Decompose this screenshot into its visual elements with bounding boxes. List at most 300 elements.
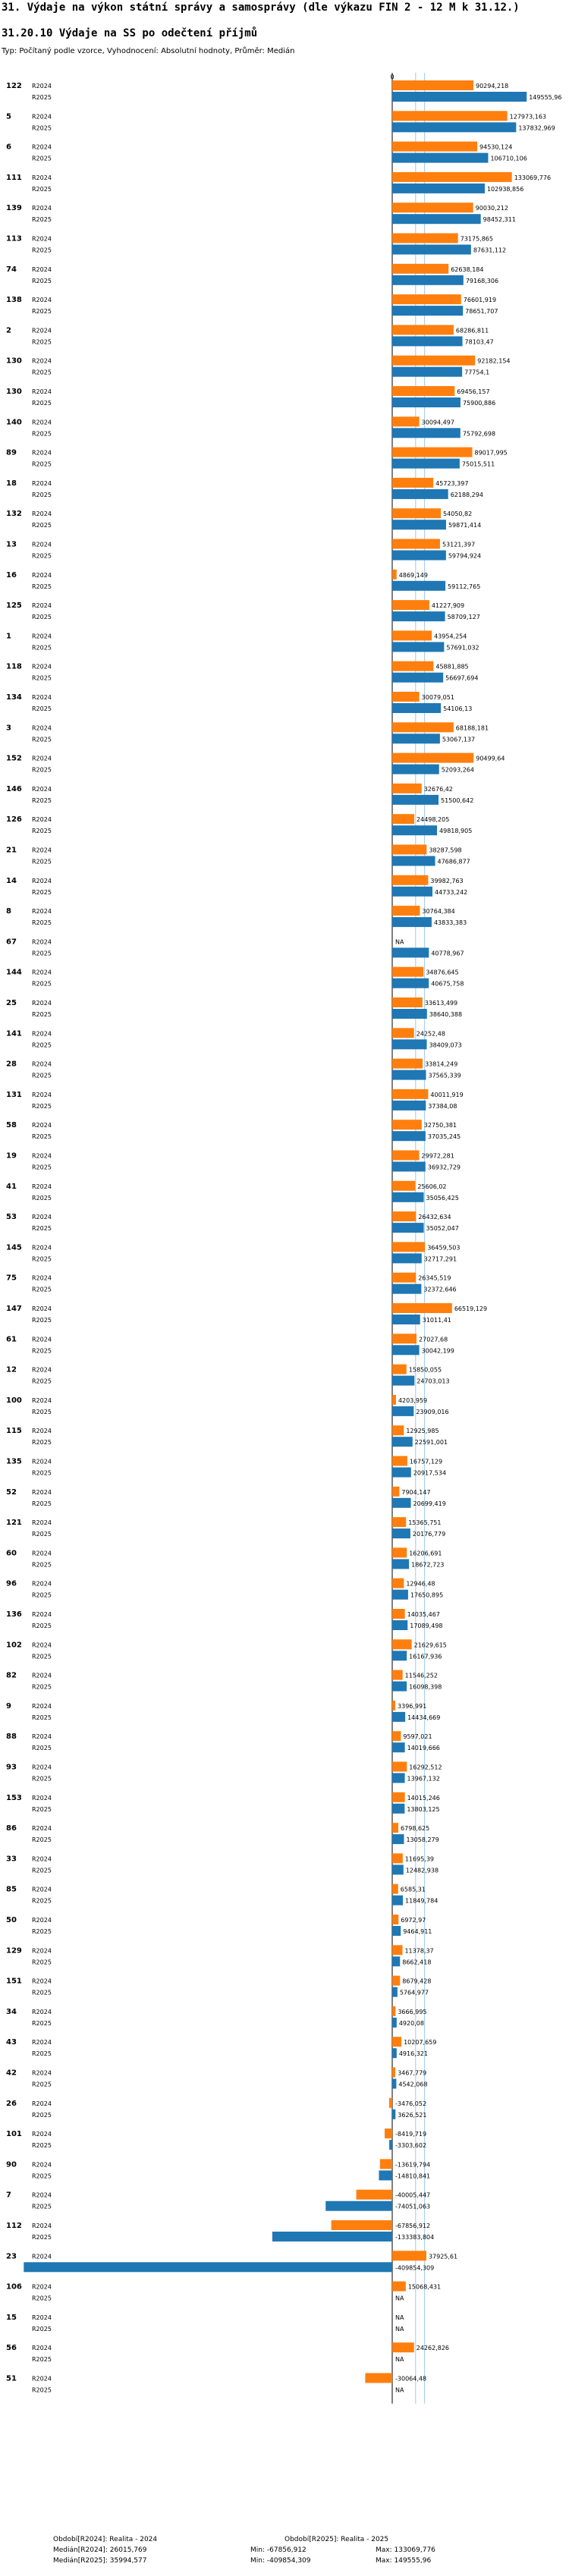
data-label-r2025: 137832,969 (518, 124, 555, 132)
data-label-r2025: 30042,199 (421, 1347, 454, 1355)
bar-r2024 (365, 2373, 392, 2383)
bar-r2025 (392, 2048, 397, 2058)
data-label-r2024: 21629,615 (413, 1641, 447, 1649)
series-label-r2024: R2024 (32, 1978, 52, 1985)
series-label-r2024: R2024 (32, 1396, 52, 1404)
series-label-r2025: R2025 (32, 980, 52, 988)
series-label-r2025: R2025 (32, 1653, 52, 1660)
data-label-r2024: 11378,37 (404, 1947, 434, 1955)
bar-r2024 (392, 356, 475, 366)
series-label-r2025: R2025 (32, 2111, 52, 2119)
series-label-r2025: R2025 (32, 1897, 52, 1905)
data-label-r2025: 49818,905 (439, 828, 473, 835)
series-label-r2024: R2024 (32, 1947, 52, 1955)
series-label-r2025: R2025 (32, 1989, 52, 1996)
data-label-r2024: 94530,124 (479, 143, 513, 151)
series-label-r2024: R2024 (32, 388, 52, 395)
series-label-r2024: R2024 (32, 1733, 52, 1741)
data-label-r2025: -3303,602 (395, 2142, 427, 2150)
footer-max-2025: Max: 149555,96 (376, 2557, 432, 2565)
bar-r2025 (392, 1498, 411, 1508)
series-label-r2025: R2025 (32, 1469, 52, 1477)
series-label-r2025: R2025 (32, 1561, 52, 1569)
series-label-r2025: R2025 (32, 247, 52, 254)
series-label-r2024: R2024 (32, 143, 52, 151)
bar-r2024 (392, 1089, 428, 1099)
data-label-r2024: 7904,147 (401, 1488, 431, 1496)
series-label-r2024: R2024 (32, 479, 52, 487)
data-label-r2024: 15365,751 (408, 1519, 442, 1527)
series-label-r2024: R2024 (32, 1550, 52, 1557)
data-label-r2024: 76601,919 (463, 297, 497, 304)
data-label-r2025: 20699,419 (413, 1500, 446, 1507)
bar-r2024 (392, 630, 432, 640)
data-label-r2025: 3626,521 (398, 2111, 427, 2119)
bar-r2025 (392, 2018, 397, 2028)
bar-r2024 (380, 2159, 392, 2169)
data-label-r2024: 69456,157 (457, 388, 490, 395)
data-label-r2025: 8662,418 (402, 1959, 432, 1966)
data-label-r2025: 35052,047 (426, 1225, 459, 1233)
series-label-r2025: R2025 (32, 1194, 52, 1202)
group-label-26: 26 (6, 2099, 17, 2108)
bar-r2024 (392, 1120, 422, 1129)
group-label-93: 93 (6, 1763, 17, 1772)
series-label-r2025: R2025 (32, 277, 52, 284)
data-label-r2025: 4542,068 (398, 2081, 428, 2088)
data-label-r2025: 75792,698 (462, 430, 496, 438)
bar-r2025 (392, 611, 445, 621)
data-label-r2024: 39982,763 (430, 877, 464, 884)
series-label-r2024: R2024 (32, 877, 52, 884)
data-label-r2025: 78651,707 (465, 308, 498, 316)
data-label-r2025: 20176,779 (412, 1531, 446, 1538)
group-label-74: 74 (6, 265, 17, 274)
series-label-r2025: R2025 (32, 308, 52, 316)
bar-r2025 (392, 2109, 395, 2119)
group-label-151: 151 (6, 1977, 22, 1986)
data-label-r2024: 11546,252 (404, 1672, 438, 1679)
data-label-r2025: 57691,032 (446, 644, 479, 652)
group-label-90: 90 (6, 2160, 17, 2169)
bar-r2025 (392, 917, 432, 927)
series-label-r2024: R2024 (32, 2283, 52, 2291)
group-label-5: 5 (6, 112, 11, 121)
bar-r2024 (392, 2068, 395, 2078)
data-label-r2024: 4203,959 (398, 1396, 428, 1404)
group-label-145: 145 (6, 1243, 22, 1252)
bar-r2025 (392, 459, 460, 469)
series-label-r2025: R2025 (32, 1408, 52, 1415)
data-label-r2024: 16757,129 (409, 1458, 443, 1465)
series-label-r2025: R2025 (32, 369, 52, 376)
group-label-140: 140 (6, 418, 22, 427)
group-label-113: 113 (6, 234, 22, 243)
bar-r2024 (392, 1547, 407, 1557)
bar-r2025 (392, 1834, 404, 1844)
bar-r2025 (392, 1192, 424, 1202)
bar-r2024 (392, 80, 473, 90)
data-label-r2024: 30094,497 (421, 419, 454, 426)
series-label-r2025: R2025 (32, 1286, 52, 1293)
group-label-42: 42 (6, 2069, 17, 2078)
bar-r2024 (392, 1823, 398, 1833)
bar-r2025 (392, 153, 488, 163)
data-label-r2024: 14035,467 (407, 1611, 440, 1618)
series-label-r2024: R2024 (32, 785, 52, 793)
series-label-r2024: R2024 (32, 908, 52, 916)
series-label-r2024: R2024 (32, 1336, 52, 1343)
series-label-r2024: R2024 (32, 1702, 52, 1710)
bar-r2024 (392, 997, 423, 1007)
bar-r2024 (392, 1609, 405, 1619)
group-label-75: 75 (6, 1274, 17, 1283)
series-label-r2024: R2024 (32, 1611, 52, 1618)
data-label-r2024: -40005,447 (395, 2191, 431, 2199)
bar-r2024 (392, 1028, 414, 1038)
footer-period-2025: Období[R2025]: Realita - 2025 (284, 2536, 389, 2543)
data-label-r2025: 75015,511 (461, 460, 495, 468)
series-label-r2024: R2024 (32, 1122, 52, 1129)
data-label-r2025: NA (395, 2325, 404, 2333)
group-label-126: 126 (6, 815, 22, 825)
series-label-r2024: R2024 (32, 297, 52, 304)
bar-r2025 (392, 1345, 420, 1355)
bar-r2025 (392, 122, 516, 132)
data-label-r2024: 29972,281 (421, 1152, 454, 1160)
bar-r2024 (392, 906, 420, 916)
series-label-r2024: R2024 (32, 2253, 52, 2260)
bar-r2024 (392, 2037, 401, 2047)
series-label-r2025: R2025 (32, 1133, 52, 1141)
data-label-r2025: 59794,924 (448, 552, 482, 560)
data-label-r2025: 40778,967 (431, 950, 464, 957)
bar-r2025 (389, 2140, 392, 2150)
series-label-r2025: R2025 (32, 2142, 52, 2150)
data-label-r2024: 92182,154 (477, 357, 511, 365)
data-label-r2025: -14810,841 (395, 2172, 431, 2180)
chart-type-info: Typ: Počítaný podle vzorce, Vyhodnocení: Absolutní hodnoty, Průměr: Medián (2, 47, 295, 55)
series-label-r2024: R2024 (32, 724, 52, 732)
group-label-8: 8 (6, 907, 11, 916)
group-label-135: 135 (6, 1457, 22, 1466)
bar-r2025 (272, 2232, 392, 2241)
bar-r2025 (392, 397, 461, 407)
data-label-r2025: 102938,856 (486, 185, 524, 193)
group-label-58: 58 (6, 1121, 17, 1130)
series-label-r2025: R2025 (32, 736, 52, 743)
data-label-r2024: 62638,184 (451, 265, 484, 273)
series-label-r2024: R2024 (32, 541, 52, 548)
series-label-r2024: R2024 (32, 969, 52, 976)
series-label-r2025: R2025 (32, 2050, 52, 2058)
group-label-89: 89 (6, 448, 17, 457)
data-label-r2025: 32372,646 (423, 1286, 457, 1293)
bar-r2024 (385, 2128, 392, 2138)
data-label-r2024: 45723,397 (435, 479, 469, 487)
data-label-r2024: 37925,61 (428, 2253, 458, 2260)
data-label-r2025: 59112,765 (448, 583, 481, 590)
bar-r2024 (392, 111, 508, 121)
series-label-r2024: R2024 (32, 1672, 52, 1679)
bar-r2025 (392, 367, 462, 377)
bar-r2025 (392, 1590, 408, 1600)
series-label-r2025: R2025 (32, 2172, 52, 2180)
bar-r2025 (392, 520, 446, 529)
series-label-r2024: R2024 (32, 419, 52, 426)
bar-r2024 (392, 875, 428, 885)
data-label-r2025: 5764,977 (399, 1989, 429, 1996)
data-label-r2025: 23909,016 (416, 1408, 449, 1415)
bar-r2025 (392, 1315, 420, 1324)
bar-r2025 (392, 825, 437, 835)
data-label-r2025: 37035,245 (427, 1133, 461, 1141)
bar-r2025 (392, 1039, 427, 1049)
footer-min-2025: Min: -409854,309 (250, 2557, 311, 2565)
bar-r2024 (392, 1181, 415, 1191)
data-label-r2024: 12946,48 (406, 1580, 435, 1588)
data-label-r2024: -13619,794 (395, 2161, 431, 2169)
data-label-r2024: 14015,246 (407, 1794, 440, 1802)
data-label-r2025: 43833,383 (433, 919, 467, 927)
data-label-r2025: -74051,063 (395, 2203, 431, 2210)
series-label-r2025: R2025 (32, 1317, 52, 1324)
data-label-r2024: 6585,31 (400, 1886, 426, 1893)
data-label-r2024: 27027,68 (419, 1336, 448, 1343)
series-label-r2025: R2025 (32, 644, 52, 652)
data-label-r2024: 30764,384 (422, 908, 455, 916)
bar-r2024 (392, 967, 423, 977)
bar-r2025 (392, 1468, 411, 1478)
bar-r2025 (392, 1712, 405, 1722)
data-label-r2024: 45881,885 (435, 663, 469, 671)
bar-r2024 (392, 1151, 420, 1161)
series-label-r2025: R2025 (32, 1959, 52, 1966)
series-label-r2025: R2025 (32, 1683, 52, 1691)
data-label-r2025: 37384,08 (428, 1102, 457, 1110)
group-label-100: 100 (6, 1396, 22, 1405)
data-label-r2025: 14019,666 (407, 1745, 440, 1752)
series-label-r2025: R2025 (32, 94, 52, 101)
series-label-r2024: R2024 (32, 1183, 52, 1190)
bar-r2024 (392, 294, 461, 304)
data-label-r2024: 41227,909 (431, 602, 465, 610)
data-label-r2025: 78103,47 (464, 338, 494, 346)
series-label-r2025: R2025 (32, 338, 52, 346)
series-label-r2024: R2024 (32, 1794, 52, 1802)
group-label-122: 122 (6, 82, 22, 90)
data-label-r2025: 24703,013 (417, 1378, 450, 1385)
bar-r2024 (392, 722, 454, 732)
series-label-r2024: R2024 (32, 1458, 52, 1465)
data-label-r2025: 87631,112 (473, 247, 507, 254)
bar-r2025 (392, 428, 461, 438)
data-label-r2024: 15068,431 (407, 2283, 442, 2291)
bar-r2024 (392, 1211, 416, 1221)
series-label-r2024: R2024 (32, 1764, 52, 1771)
data-label-r2025: 52093,264 (441, 766, 474, 774)
bar-r2024 (392, 203, 473, 212)
group-label-13: 13 (6, 540, 17, 549)
series-label-r2025: R2025 (32, 583, 52, 590)
series-label-r2025: R2025 (32, 828, 52, 835)
data-label-r2025: 32717,291 (423, 1255, 457, 1263)
data-label-r2025: 54106,13 (443, 705, 473, 712)
series-label-r2024: R2024 (32, 755, 52, 762)
bar-r2024 (392, 1792, 405, 1802)
group-label-2: 2 (6, 326, 11, 335)
data-label-r2025: 77754,1 (464, 369, 490, 376)
group-label-56: 56 (6, 2344, 17, 2353)
series-label-r2024: R2024 (32, 1274, 52, 1282)
data-label-r2025: 59871,414 (448, 522, 482, 529)
data-label-r2025: 37565,339 (428, 1072, 461, 1079)
series-label-r2024: R2024 (32, 1428, 52, 1435)
data-label-r2024: 34876,645 (426, 969, 459, 976)
data-label-r2025: 58709,127 (447, 614, 480, 621)
series-label-r2025: R2025 (32, 919, 52, 927)
series-label-r2024: R2024 (32, 327, 52, 335)
bar-r2024 (392, 1487, 399, 1497)
bar-r2025 (392, 92, 527, 102)
data-label-r2025: 18672,723 (411, 1561, 445, 1569)
series-label-r2024: R2024 (32, 510, 52, 518)
group-label-134: 134 (6, 693, 22, 702)
series-label-r2024: R2024 (32, 83, 52, 90)
series-label-r2025: R2025 (32, 1714, 52, 1721)
series-label-r2024: R2024 (32, 1886, 52, 1893)
data-label-r2024: -30064,48 (395, 2375, 427, 2383)
series-label-r2024: R2024 (32, 1244, 52, 1252)
bar-r2024 (389, 2098, 392, 2108)
series-label-r2024: R2024 (32, 2100, 52, 2107)
bar-r2024 (392, 661, 433, 671)
bar-r2025 (392, 1284, 421, 1294)
group-label-125: 125 (6, 602, 22, 611)
data-label-r2025: 9464,911 (403, 1928, 432, 1935)
group-label-25: 25 (6, 999, 17, 1007)
bar-r2024 (392, 2251, 426, 2260)
bar-r2025 (392, 947, 429, 957)
data-label-r2024: 30079,051 (421, 694, 454, 701)
bar-r2025 (392, 306, 463, 316)
series-label-r2025: R2025 (32, 2234, 52, 2241)
series-label-r2025: R2025 (32, 491, 52, 498)
bar-r2024 (392, 784, 422, 793)
footer-period-2024: Období[R2024]: Realita - 2024 (53, 2536, 158, 2543)
series-label-r2024: R2024 (32, 174, 52, 181)
bar-r2024 (392, 172, 512, 182)
series-label-r2025: R2025 (32, 614, 52, 621)
footer-median-2024: Medián[R2024]: 26015,769 (53, 2546, 147, 2554)
bar-r2025 (392, 856, 435, 866)
group-label-50: 50 (6, 1916, 17, 1924)
data-label-r2024: 25606,02 (417, 1183, 447, 1190)
bar-r2025 (392, 673, 443, 683)
bar-r2024 (392, 1579, 404, 1588)
series-label-r2025: R2025 (32, 1928, 52, 1935)
x-tick-label-zero: 0 (390, 74, 395, 80)
series-label-r2024: R2024 (32, 2314, 52, 2321)
bar-r2024 (392, 1303, 452, 1313)
group-label-21: 21 (6, 846, 17, 855)
data-label-r2025: 47686,877 (437, 858, 470, 865)
data-label-r2025: 31011,41 (422, 1317, 451, 1324)
group-label-138: 138 (6, 296, 22, 305)
series-label-r2024: R2024 (32, 1917, 52, 1924)
data-label-r2025: 51500,642 (441, 796, 474, 804)
data-label-r2024: -67856,912 (395, 2223, 431, 2229)
series-label-r2024: R2024 (32, 2131, 52, 2138)
bar-r2024 (392, 142, 477, 152)
series-label-r2025: R2025 (32, 124, 52, 132)
group-label-9: 9 (6, 1701, 11, 1711)
data-label-r2025: 17089,498 (410, 1623, 443, 1629)
series-label-r2025: R2025 (32, 1255, 52, 1263)
group-label-6: 6 (6, 143, 11, 152)
data-label-r2024: 12925,985 (406, 1428, 439, 1435)
data-label-r2024: 66519,129 (454, 1305, 488, 1312)
data-label-r2024: 24252,48 (416, 1030, 445, 1038)
data-label-r2024: 15850,055 (408, 1366, 442, 1374)
series-label-r2024: R2024 (32, 1000, 52, 1007)
series-label-r2025: R2025 (32, 950, 52, 957)
series-label-r2024: R2024 (32, 1030, 52, 1038)
footer-max-2024: Max: 133069,776 (376, 2546, 435, 2554)
series-label-r2024: R2024 (32, 1519, 52, 1527)
data-label-r2024: 3396,991 (398, 1702, 427, 1710)
data-label-r2025: 106710,106 (490, 155, 527, 162)
group-label-53: 53 (6, 1213, 17, 1222)
group-label-118: 118 (6, 662, 22, 671)
data-label-r2025: 56697,694 (445, 674, 479, 682)
data-label-r2024: 90499,64 (476, 755, 505, 762)
data-label-r2025: 98452,311 (483, 216, 516, 224)
data-label-r2025: 22591,001 (414, 1439, 448, 1447)
group-label-132: 132 (6, 510, 22, 519)
bar-r2025 (325, 2201, 392, 2211)
series-label-r2025: R2025 (32, 1867, 52, 1874)
group-label-136: 136 (6, 1610, 22, 1619)
data-label-r2024: 90030,212 (475, 205, 508, 212)
bar-r2024 (392, 448, 472, 457)
data-label-r2024: 89017,995 (474, 449, 508, 457)
series-label-r2025: R2025 (32, 155, 52, 162)
data-label-r2025: 38409,073 (429, 1041, 462, 1049)
group-label-102: 102 (6, 1641, 22, 1650)
series-label-r2025: R2025 (32, 1500, 52, 1507)
bar-r2025 (379, 2170, 392, 2180)
data-label-r2025: 36932,729 (427, 1164, 461, 1171)
group-label-15: 15 (6, 2313, 17, 2322)
group-label-52: 52 (6, 1487, 17, 1497)
data-label-r2024: 26345,519 (418, 1274, 451, 1282)
series-label-r2025: R2025 (32, 705, 52, 712)
group-label-88: 88 (6, 1733, 17, 1742)
bar-r2024 (357, 2190, 392, 2200)
series-label-r2025: R2025 (32, 216, 52, 224)
bar-r2024 (392, 478, 433, 488)
bar-r2025 (392, 1528, 410, 1538)
data-label-r2024: 16292,512 (409, 1764, 442, 1771)
data-label-r2024: 68188,181 (455, 724, 489, 732)
bar-r2025 (392, 275, 464, 285)
data-label-r2025: NA (395, 2295, 404, 2302)
bar-r2025 (392, 245, 471, 255)
group-label-85: 85 (6, 1885, 17, 1894)
series-label-r2024: R2024 (32, 847, 52, 854)
bar-r2024 (392, 1365, 407, 1374)
